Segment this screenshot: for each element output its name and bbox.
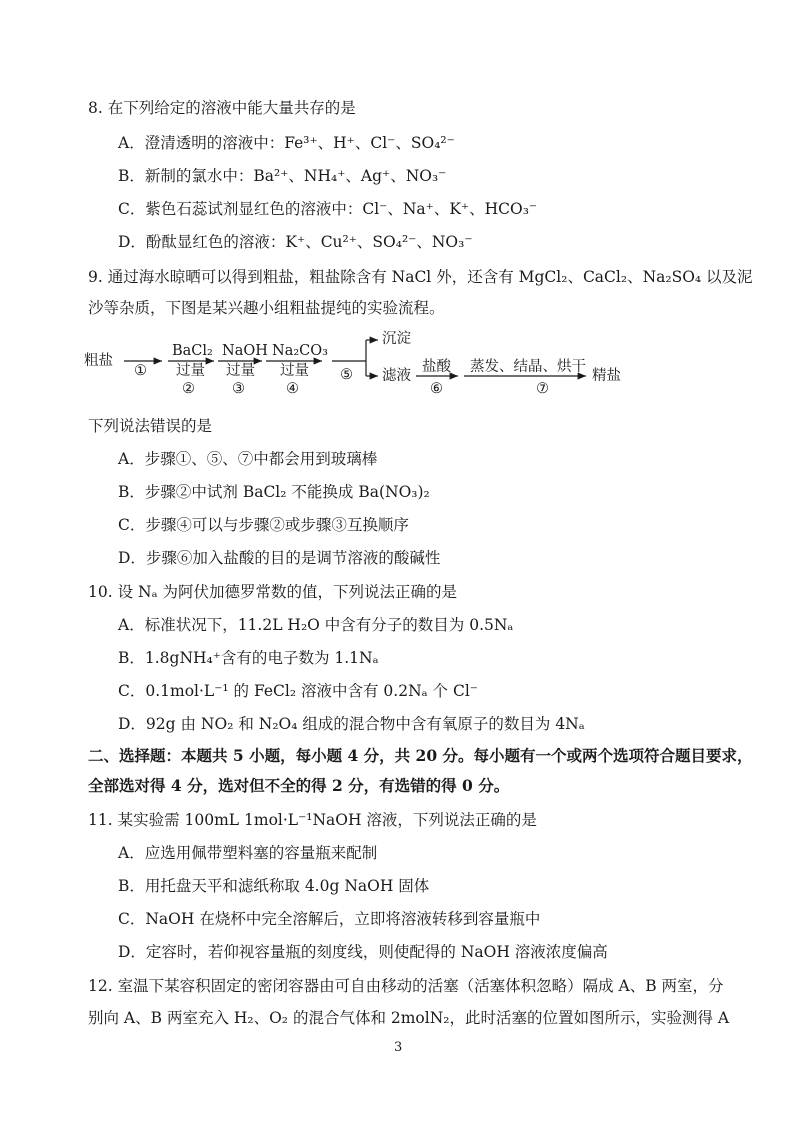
q8-option-a: A．澄清透明的溶液中：Fe³⁺、H⁺、Cl⁻、SO₄²⁻: [118, 134, 455, 152]
flow-excess-4: 过量: [280, 363, 309, 379]
q8-option-c: C．紫色石蕊试剂显红色的溶液中：Cl⁻、Na⁺、K⁺、HCO₃⁻: [118, 200, 538, 218]
q11-option-a: A．应选用佩带塑料塞的容量瓶来配制: [118, 844, 378, 862]
q8-stem: 8. 在下列给定的溶液中能大量共存的是: [88, 99, 356, 117]
purification-flowchart: [84, 328, 644, 408]
q8-option-b: B．新制的氯水中：Ba²⁺、NH₄⁺、Ag⁺、NO₃⁻: [118, 167, 447, 185]
flow-excess-2: 过量: [176, 363, 205, 379]
q11-option-b: B．用托盘天平和滤纸称取 4.0g NaOH 固体: [118, 877, 430, 895]
q12-stem-line2: 别向 A、B 两室充入 H₂、O₂ 的混合气体和 2molN₂，此时活塞的位置如图所示，实验测得 A: [88, 1009, 730, 1027]
q11-option-d: D．定容时，若仰视容量瓶的刻度线，则使配得的 NaOH 溶液浓度偏高: [118, 943, 608, 961]
flow-step-6: ⑥: [430, 381, 443, 397]
flow-step-1: ①: [134, 363, 147, 379]
q9-stem-line2: 沙等杂质，下图是某兴趣小组粗盐提纯的实验流程。: [88, 299, 445, 317]
flow-filtrate: 滤液: [382, 368, 411, 384]
flow-reagent-bacl2: BaCl₂: [172, 343, 213, 359]
flow-refined-salt: 精盐: [592, 368, 621, 384]
q11-option-c: C．NaOH 在烧杯中完全溶解后，立即将溶液转移到容量瓶中: [118, 910, 541, 928]
q9-option-c: C．步骤④可以与步骤②或步骤③互换顺序: [118, 516, 409, 534]
q9-option-a: A．步骤①、⑤、⑦中都会用到玻璃棒: [118, 450, 378, 468]
q9-stem-line1: 9. 通过海水晾晒可以得到粗盐，粗盐除含有 NaCl 外，还含有 MgCl₂、CaCl₂、Na₂SO₄ 以及泥: [88, 268, 753, 286]
flow-excess-3: 过量: [226, 363, 255, 379]
q10-option-d: D．92g 由 NO₂ 和 N₂O₄ 组成的混合物中含有氧原子的数目为 4Nₐ: [118, 715, 585, 733]
q9-option-d: D．步骤⑥加入盐酸的目的是调节溶液的酸碱性: [118, 549, 441, 567]
q9-question: 下列说法错误的是: [88, 417, 213, 435]
section2-heading-line2: 全部选对得 4 分，选对但不全的得 2 分，有选错的得 0 分。: [88, 776, 510, 795]
q10-stem: 10. 设 Nₐ 为阿伏加德罗常数的值，下列说法正确的是: [88, 583, 457, 601]
q8-option-d: D．酚酞显红色的溶液：K⁺、Cu²⁺、SO₄²⁻、NO₃⁻: [118, 233, 473, 251]
page-number: 3: [394, 1040, 403, 1055]
q9-option-b: B．步骤②中试剂 BaCl₂ 不能换成 Ba(NO₃)₂: [118, 483, 430, 501]
flow-step-4: ④: [286, 381, 299, 397]
flow-reagent-na2co3: Na₂CO₃: [272, 343, 328, 359]
flow-step-7: ⑦: [536, 381, 549, 397]
flow-precipitate: 沉淀: [382, 331, 411, 347]
flow-crude-salt: 粗盐: [84, 353, 113, 369]
q10-option-c: C．0.1mol·L⁻¹ 的 FeCl₂ 溶液中含有 0.2Nₐ 个 Cl⁻: [118, 682, 478, 700]
q10-option-a: A．标准状况下，11.2L H₂O 中含有分子的数目为 0.5Nₐ: [118, 616, 514, 634]
q12-stem-line1: 12. 室温下某容积固定的密闭容器由可自由移动的活塞（活塞体积忽略）隔成 A、B 两室，分: [88, 977, 724, 995]
flow-step-3: ③: [232, 381, 245, 397]
flow-reagent-naoh: NaOH: [222, 343, 268, 359]
flow-step-2: ②: [182, 381, 195, 397]
section2-heading-line1: 二、选择题：本题共 5 小题，每小题 4 分，共 20 分。每小题有一个或两个选项符合题目要求，: [88, 746, 753, 765]
flow-reagent-hcl: 盐酸: [422, 359, 451, 375]
q11-stem: 11. 某实验需 100mL 1mol·L⁻¹NaOH 溶液，下列说法正确的是: [88, 811, 537, 829]
q10-option-b: B．1.8gNH₄⁺含有的电子数为 1.1Nₐ: [118, 649, 379, 667]
flow-step-5: ⑤: [340, 367, 353, 383]
flow-evaporate-crystallize-dry: 蒸发、结晶、烘干: [470, 359, 586, 375]
